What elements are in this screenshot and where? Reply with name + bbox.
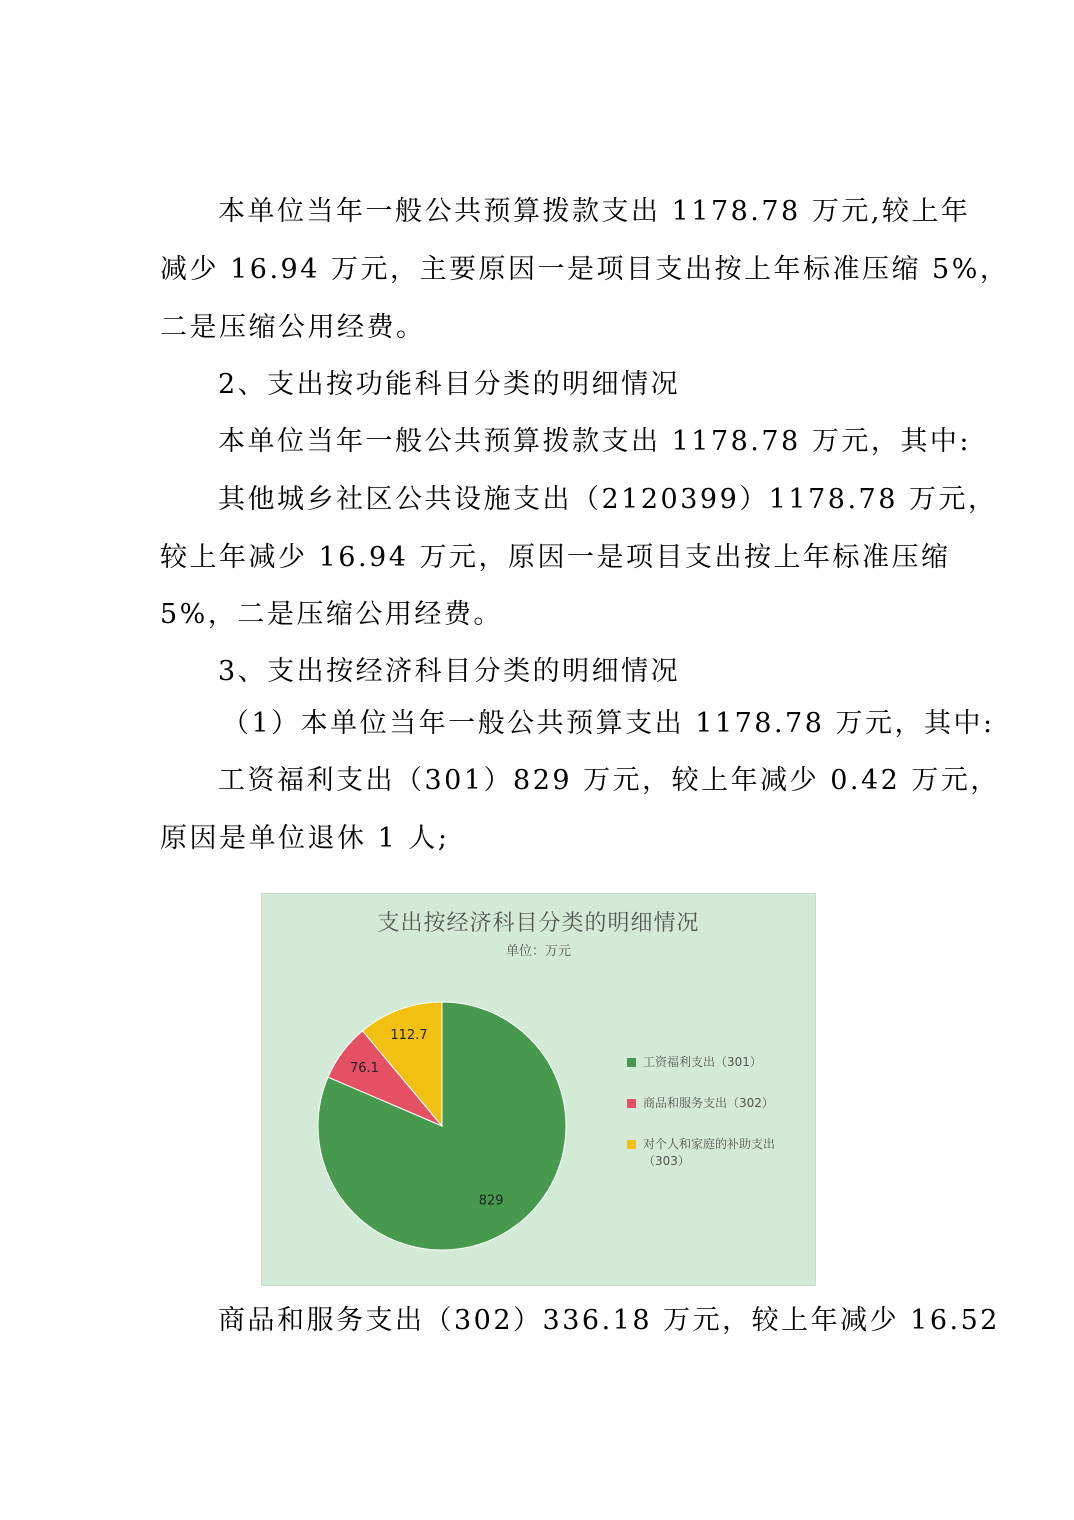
legend-swatch <box>627 1099 636 1108</box>
pie-data-label: 76.1 <box>349 1061 379 1077</box>
legend-item <box>627 1054 812 1071</box>
paragraph-line: 商品和服务支出（302）336.18 万元，较上年减少 16.52 <box>218 1305 1000 1336</box>
paragraph-line: 原因是单位退休 1 人; <box>160 823 450 854</box>
paragraph-line: 5%，二是压缩公用经费。 <box>160 599 503 630</box>
chart-legend <box>627 1054 812 1194</box>
legend-swatch <box>627 1140 636 1149</box>
paragraph-line: 较上年减少 16.94 万元，原因一是项目支出按上年标准压缩 <box>160 542 951 573</box>
legend-swatch <box>627 1058 636 1067</box>
paragraph-line: 减少 16.94 万元，主要原因一是项目支出按上年标准压缩 5%， <box>160 254 1010 285</box>
chart-subtitle: 单位：万元 <box>505 944 571 959</box>
paragraph-line: 本单位当年一般公共预算拨款支出 1178.78 万元,较上年 <box>218 196 971 227</box>
pie-data-label: 112.7 <box>390 1028 428 1044</box>
legend-label: 对个人和家庭的补助支出（303） <box>643 1137 776 1168</box>
paragraph-line: 工资福利支出（301）829 万元，较上年减少 0.42 万元， <box>218 765 1000 796</box>
paragraph-line: 本单位当年一般公共预算拨款支出 1178.78 万元，其中: <box>218 426 971 457</box>
legend-label: 工资福利支出（301） <box>643 1055 762 1069</box>
section-heading: 3、支出按经济科目分类的明细情况 <box>218 656 681 687</box>
pie-data-label: 829 <box>478 1193 504 1209</box>
pie-chart <box>261 893 816 1286</box>
chart-title: 支出按经济科目分类的明细情况 <box>377 911 700 936</box>
section-heading: 2、支出按功能科目分类的明细情况 <box>218 369 681 400</box>
paragraph-line: 二是压缩公用经费。 <box>160 312 426 343</box>
paragraph-line: （1）本单位当年一般公共预算支出 1178.78 万元，其中: <box>222 708 995 739</box>
paragraph-line: 其他城乡社区公共设施支出（2120399）1178.78 万元， <box>218 484 998 515</box>
legend-item <box>627 1095 812 1112</box>
legend-item <box>627 1136 812 1170</box>
legend-label: 商品和服务支出（302） <box>643 1096 774 1110</box>
